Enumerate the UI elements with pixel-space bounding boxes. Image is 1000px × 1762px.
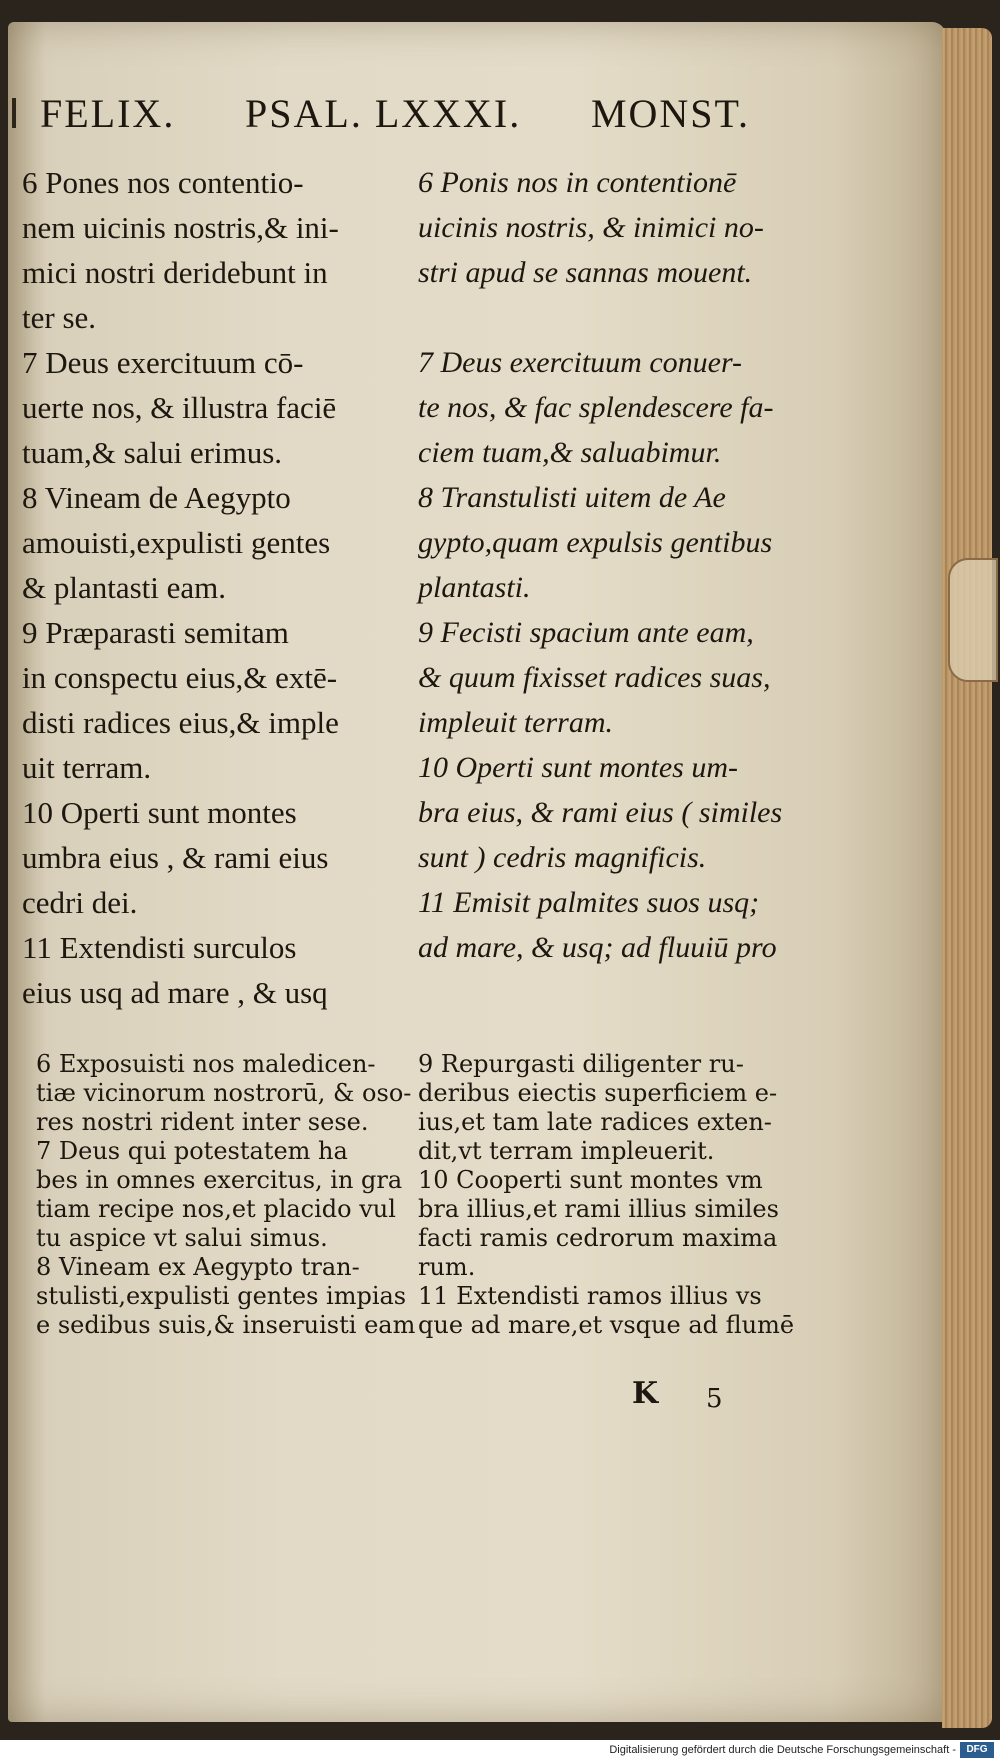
header-right: MONST. [590, 91, 750, 136]
right-line: ciem tuam,& saluabimur. [418, 436, 722, 469]
gloss-line: 6 Exposuisti nos maledicen- [36, 1050, 376, 1078]
right-line: bra eius, & rami eius ( similes [418, 796, 783, 829]
left-line: mici nostri deridebunt in [22, 255, 328, 290]
gloss-line: tu aspice vt salui simus. [36, 1224, 328, 1252]
margin-mark [12, 98, 16, 128]
thumb-tab [948, 558, 998, 682]
right-line: impleuit terram. [418, 706, 613, 739]
right-line: 9 Fecisti spacium ante eam, [418, 616, 754, 649]
gloss-line: ius,et tam late radices exten- [418, 1108, 772, 1136]
gloss-line: res nostri rident inter sese. [36, 1108, 369, 1136]
gloss-line: bes in omnes exercitus, in gra [36, 1166, 403, 1194]
gloss-line: 9 Repurgasti diligenter ru- [418, 1050, 744, 1078]
right-line: 11 Emisit palmites suos usq; [418, 886, 760, 919]
right-line: plantasti. [418, 571, 531, 604]
left-line: 8 Vineam de Aegypto [22, 480, 291, 515]
footer-credit: Digitalisierung gefördert durch die Deutsche Forschungsgemeinschaft - [609, 1744, 956, 1756]
left-line: & plantasti eam. [22, 570, 227, 605]
right-text-column [418, 160, 828, 970]
right-line: 8 Transtulisti uitem de Ae [418, 481, 726, 514]
gloss-line: stulisti,expulisti gentes impias [36, 1282, 407, 1310]
right-gloss [418, 1050, 838, 1340]
left-line: in conspectu eius,& extē- [22, 660, 338, 695]
gloss-line: deribus eiectis superficiem e- [418, 1079, 778, 1107]
left-line: 6 Pones nos contentio- [22, 165, 304, 200]
running-header [40, 90, 750, 137]
header-center: PSAL. LXXXI. [245, 91, 522, 136]
right-line: ad mare, & usq; ad fluuiū pro [418, 931, 777, 964]
page-edge [942, 28, 992, 1728]
left-line: 7 Deus exercituum cō- [22, 345, 304, 380]
gloss-line: e sedibus suis,& inseruisti eam [36, 1311, 416, 1339]
right-line: te nos, & fac splendescere fa- [418, 391, 774, 424]
left-line: disti radices eius,& imple [22, 705, 339, 740]
page-mark: 5 [706, 1384, 723, 1414]
left-gloss [36, 1050, 416, 1340]
left-line: 10 Operti sunt montes [22, 795, 297, 830]
header-left: FELIX. [40, 91, 176, 136]
left-line: 9 Præparasti semitam [22, 615, 289, 650]
gloss-line: rum. [418, 1253, 476, 1281]
right-line: 10 Operti sunt montes um- [418, 751, 738, 784]
left-line: eius usq ad mare , & usq [22, 975, 328, 1010]
gloss-line: dit,vt terram impleuerit. [418, 1137, 715, 1165]
right-line: & quum fixisset radices suas, [418, 661, 771, 694]
gloss-line: tiam recipe nos,et placido vul [36, 1195, 396, 1223]
left-line: uerte nos, & illustra faciē [22, 390, 337, 425]
gloss-line: que ad mare,et vsque ad flumē [418, 1311, 795, 1339]
signature-mark: K [632, 1376, 659, 1411]
gloss-line: 7 Deus qui potestatem ha [36, 1137, 348, 1165]
right-line: gypto,quam expulsis gentibus [418, 526, 773, 559]
dfg-logo[interactable]: DFG [960, 1742, 994, 1758]
right-line: sunt ) cedris magnificis. [418, 841, 707, 874]
left-line: uit terram. [22, 750, 152, 785]
gloss-line: 8 Vineam ex Aegypto tran- [36, 1253, 360, 1281]
left-line: amouisti,expulisti gentes [22, 525, 331, 560]
gloss-line: 11 Extendisti ramos illius vs [418, 1282, 762, 1310]
left-line: umbra eius , & rami eius [22, 840, 329, 875]
right-line: 7 Deus exercituum conuer- [418, 346, 743, 379]
gloss-line: bra illius,et rami illius similes [418, 1195, 779, 1223]
gloss-line: tiæ vicinorum nostrorū, & oso- [36, 1079, 412, 1107]
left-line: tuam,& salui erimus. [22, 435, 283, 470]
right-line [418, 295, 828, 340]
right-line: uicinis nostris, & inimici no- [418, 211, 764, 244]
gloss-line: 10 Cooperti sunt montes vm [418, 1166, 763, 1194]
left-text-column [22, 160, 412, 1015]
right-line: 6 Ponis nos in contentionē [418, 166, 737, 199]
right-line: stri apud se sannas mouent. [418, 256, 753, 289]
left-line: nem uicinis nostris,& ini- [22, 210, 339, 245]
left-line: cedri dei. [22, 885, 138, 920]
left-line: 11 Extendisti surculos [22, 930, 297, 965]
gloss-line: facti ramis cedrorum maxima [418, 1224, 778, 1252]
left-line: ter se. [22, 300, 97, 335]
